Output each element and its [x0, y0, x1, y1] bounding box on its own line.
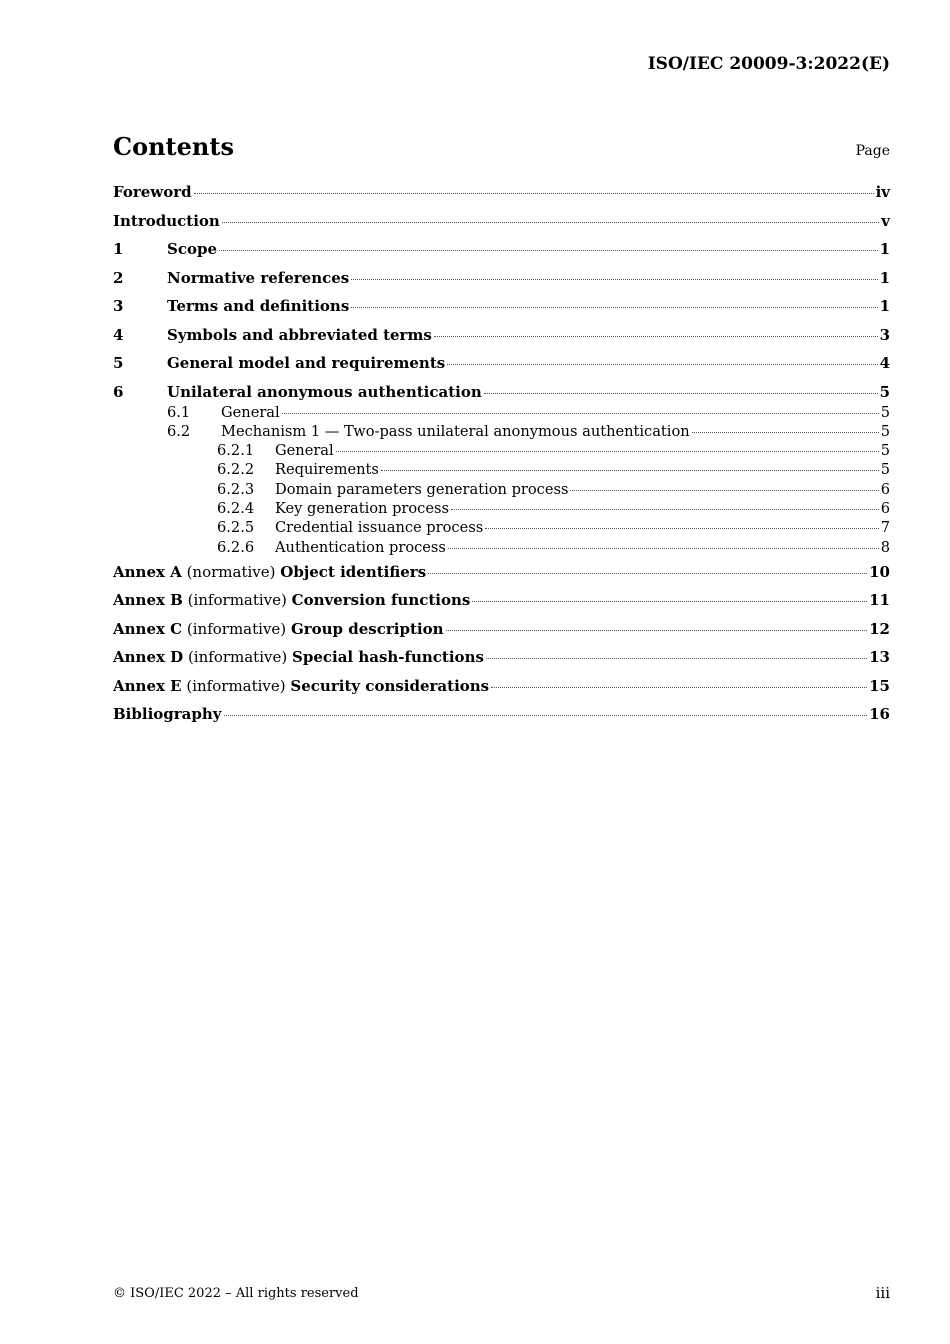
toc-entry-page: 5	[880, 461, 890, 479]
annex-kind: (informative)	[186, 619, 287, 638]
toc-entry-3[interactable]	[113, 297, 890, 326]
dot-leader	[194, 192, 874, 194]
toc-entry-title: Normative references	[167, 268, 350, 287]
dot-leader	[451, 508, 879, 510]
dot-leader	[381, 469, 879, 471]
dot-leader	[491, 686, 867, 688]
toc-entry-page: 1	[879, 268, 890, 287]
dot-leader	[351, 278, 877, 280]
annex-label: Annex C	[113, 619, 183, 638]
dot-leader	[484, 392, 878, 394]
toc-entry-bibliography[interactable]	[113, 705, 890, 734]
toc-entry-title: Symbols and abbreviated terms	[167, 325, 432, 344]
toc-entry-number: 5	[113, 354, 124, 372]
toc-entry-page: 15	[869, 676, 890, 695]
dot-leader	[472, 600, 867, 602]
toc-entry-number: 6	[113, 382, 124, 401]
toc-entry-page: 5	[880, 403, 890, 421]
toc-entry-number: 6.1	[167, 403, 191, 421]
table-of-contents	[113, 183, 890, 734]
toc-entry-title: Bibliography	[113, 705, 222, 724]
toc-entry-6-2-3[interactable]	[113, 481, 890, 500]
toc-entry-title: Mechanism 1 — Two-pass unilateral anonymous authentication	[221, 422, 690, 440]
toc-entry-number: 6.2.2	[217, 461, 255, 479]
dot-leader	[570, 489, 878, 491]
annex-label: Annex A	[113, 562, 182, 581]
toc-entry-number: 2	[113, 268, 124, 287]
toc-entry-title: Requirements	[275, 461, 379, 479]
toc-entry-page: 1	[879, 297, 890, 315]
toc-entry-title: Scope	[167, 240, 218, 258]
annex-label: Annex E	[113, 676, 182, 695]
dot-leader	[222, 221, 879, 223]
toc-entry-page: 4	[879, 354, 890, 372]
toc-entry-4[interactable]	[113, 326, 890, 355]
toc-entry-title: Group description	[290, 619, 444, 638]
toc-entry-number: 6.2.3	[217, 480, 255, 498]
toc-entry-page: 6	[880, 499, 890, 517]
toc-entry-number: 3	[113, 297, 124, 315]
toc-entry-page: 5	[880, 442, 890, 460]
dot-leader	[448, 547, 879, 549]
toc-entry-6[interactable]	[113, 383, 890, 404]
toc-entry-foreword[interactable]	[113, 183, 890, 212]
annex-kind: (normative)	[186, 562, 276, 581]
toc-entry-6-2-6[interactable]	[113, 539, 890, 563]
toc-entry-6-2-2[interactable]	[113, 461, 890, 480]
dot-leader	[219, 249, 878, 251]
dot-leader	[351, 306, 877, 308]
toc-entry-title: Introduction	[113, 211, 220, 230]
toc-entry-page: 10	[869, 562, 890, 581]
toc-entry-title: Domain parameters generation process	[275, 480, 569, 498]
toc-entry-title: Object identifiers	[280, 562, 427, 581]
toc-entry-number: 6.2.4	[217, 499, 255, 517]
toc-entry-title: Security considerations	[290, 676, 490, 695]
toc-entry-number: 1	[113, 240, 124, 258]
toc-entry-title: Key generation process	[275, 499, 449, 517]
toc-entry-number: 4	[113, 325, 124, 344]
copyright-notice: © ISO/IEC 2022 – All rights reserved	[113, 1286, 359, 1301]
toc-entry-title: Terms and definitions	[167, 297, 350, 315]
annex-kind: (informative)	[186, 676, 286, 695]
dot-leader	[692, 431, 879, 433]
page-column-label: Page	[855, 143, 890, 159]
toc-entry-6-2[interactable]	[113, 423, 890, 442]
toc-entry-6-2-5[interactable]	[113, 519, 890, 538]
toc-entry-annex-b[interactable]	[113, 591, 890, 620]
toc-entry-number: 6.2	[167, 422, 191, 440]
toc-entry-page: 12	[869, 619, 890, 638]
annex-label: Annex B	[113, 591, 183, 610]
toc-entry-page: 6	[880, 480, 890, 498]
toc-entry-title: General	[275, 442, 334, 460]
toc-entry-title: Authentication process	[275, 538, 446, 556]
toc-entry-6-2-4[interactable]	[113, 500, 890, 519]
toc-entry-number: 6.2.1	[217, 442, 255, 460]
dot-leader	[434, 335, 878, 337]
toc-entry-title: Unilateral anonymous authentication	[167, 382, 482, 401]
toc-entry-introduction[interactable]	[113, 212, 890, 241]
dot-leader	[428, 572, 867, 574]
toc-entry-2[interactable]	[113, 269, 890, 298]
page-number: iii	[875, 1284, 890, 1302]
toc-entry-number: 6.2.6	[217, 538, 255, 556]
toc-entry-page: 3	[879, 325, 890, 344]
toc-entry-annex-d[interactable]	[113, 648, 890, 677]
toc-entry-page: 5	[879, 382, 890, 401]
annex-kind: (informative)	[187, 591, 287, 610]
toc-entry-page: 1	[879, 240, 890, 258]
toc-entry-annex-c[interactable]	[113, 620, 890, 649]
dot-leader	[447, 363, 877, 365]
toc-entry-title: Special hash-functions	[292, 648, 484, 667]
toc-entry-number: 6.2.5	[217, 519, 255, 537]
contents-heading: Contents	[113, 132, 234, 161]
toc-entry-6-2-1[interactable]	[113, 442, 890, 461]
toc-entry-page: iv	[875, 183, 890, 201]
toc-entry-title: General	[221, 403, 280, 421]
dot-leader	[446, 629, 868, 631]
toc-entry-6-1[interactable]	[113, 404, 890, 423]
toc-entry-page: 16	[869, 705, 890, 724]
toc-entry-5[interactable]	[113, 354, 890, 383]
annex-kind: (informative)	[187, 648, 288, 667]
toc-entry-annex-e[interactable]	[113, 677, 890, 706]
toc-entry-annex-a[interactable]	[113, 563, 890, 592]
dot-leader	[224, 714, 868, 716]
dot-leader	[486, 657, 867, 659]
dot-leader	[336, 450, 879, 452]
dot-leader	[485, 527, 879, 529]
toc-entry-title: Foreword	[113, 183, 192, 201]
toc-entry-page: 8	[880, 538, 890, 556]
dot-leader	[282, 412, 879, 414]
document-id: ISO/IEC 20009-3:2022(E)	[647, 54, 890, 74]
toc-entry-title: General model and requirements	[167, 354, 446, 372]
toc-entry-title: Credential issuance process	[275, 519, 484, 537]
toc-entry-title: Conversion functions	[291, 591, 471, 610]
toc-entry-page: v	[881, 211, 890, 230]
annex-label: Annex D	[113, 648, 184, 667]
toc-entry-1[interactable]	[113, 240, 890, 269]
toc-entry-page: 5	[880, 422, 890, 440]
toc-entry-page: 11	[869, 591, 890, 610]
toc-entry-page: 7	[880, 519, 890, 537]
toc-entry-page: 13	[869, 648, 890, 667]
